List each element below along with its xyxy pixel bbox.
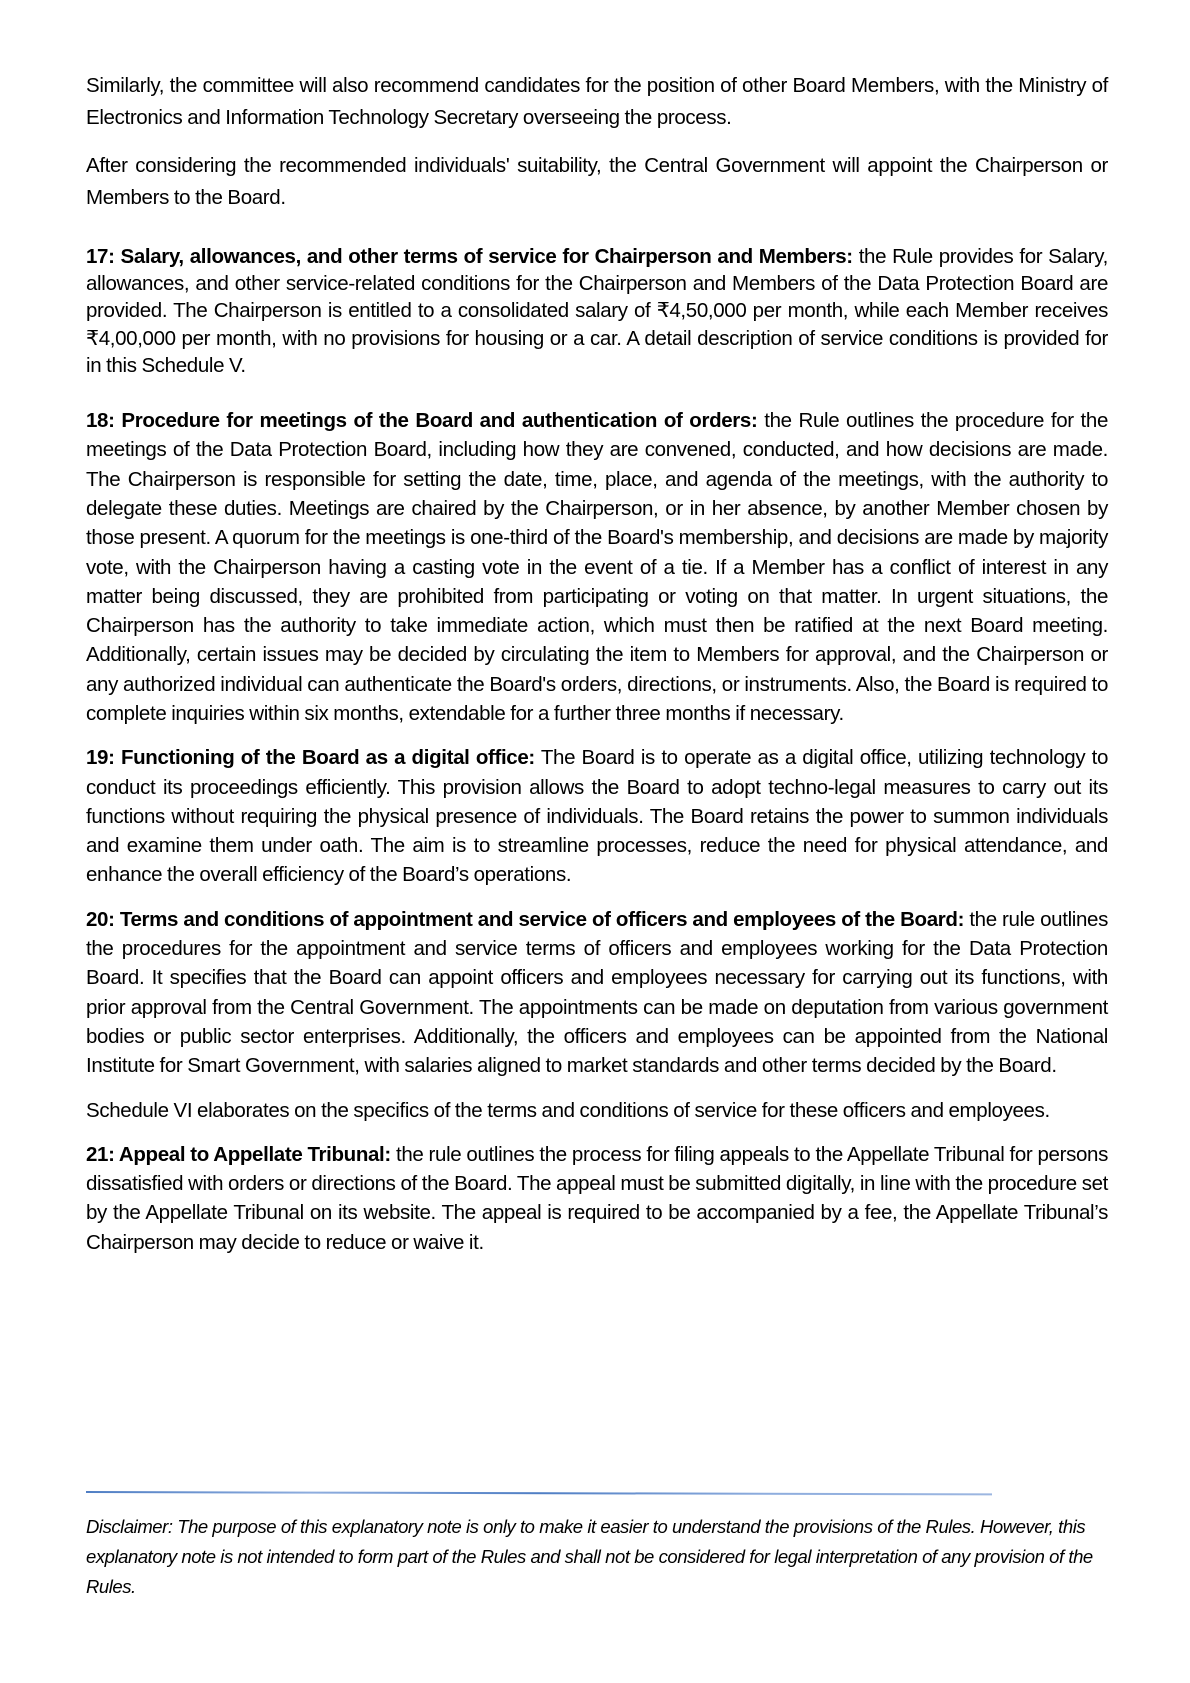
section-text: the Rule provides for Salary, allowances, and other service-related conditions for the Chairperson and Members of the Data Protection Board are provided. The Chairperson is entitled to a consolidated salary of ₹4,50,000 per month, while each Member receives ₹4,00,000 per month, with no provisions for housing or a car. A detail description of service conditions is provided for in this Schedule V. xyxy=(86,245,1109,377)
section-text: the Rule outlines the procedure for the meetings of the Data Protection Board, including how they are convened, conducted, and how decisions are made. The Chairperson is responsible for setting the date, time, place, and agenda of the meetings, with the authority to delegate these duties. Meetings are chaired by the Chairperson, or in her absence, by another Member chosen by those present. A quorum for the meetings is one-third of the Board's membership, and decisions are made by majority vote, with the Chairperson having a casting vote in the event of a tie. If a Member has a conflict of interest in any matter being discussed, they are prohibited from participating or voting on that matter. In urgent situations, the Chairperson has the authority to take immediate action, which must then be ratified at the next Board meeting. Additionally, certain issues may be decided by circulating the item to Members for approval, and the Chairperson or any authorized individual can authenticate the Board's orders, directions, or instruments. Also, the Board is required to complete inquiries within six months, extendable for a further three months if necessary. xyxy=(86,409,1108,725)
paragraph-text: Similarly, the committee will also recommend candidates for the position of other Board Members, with the Ministry of Electronics and Information Technology Secretary overseeing the process. xyxy=(86,74,1108,129)
paragraph-committee-members xyxy=(86,70,1108,133)
section-text: the rule outlines the procedures for the appointment and service terms of officers and employees working for the Data Protection Board. It specifies that the Board can appoint officers and employees necessary for carrying out its functions, with prior approval from the Central Government. The appointments can be made on deputation from various government bodies or public sector enterprises. Additionally, the officers and employees can be appointed from the National Institute for Smart Government, with salaries aligned to market standards and other terms decided by the Board. xyxy=(86,907,1108,1078)
section-17-salary xyxy=(86,243,1108,379)
section-20-officers-employees xyxy=(86,905,1108,1081)
section-19-digital-office xyxy=(86,743,1108,889)
section-text: the rule outlines the process for filing appeals to the Appellate Tribunal for persons dissatisfied with orders or directions of the Board. The appeal must be submitted digitally, in line with the procedure set by the Appellate Tribunal on its website. The appeal is required to be accompanied by a fee, the Appellate Tribunal’s Chairperson may decide to reduce or waive it. xyxy=(86,1142,1108,1254)
disclaimer-note: Disclaimer: The purpose of this explanatory note is only to make it easier to understand the provisions of the Rules. However, this explanatory note is not intended to form part of the Rules and shall not be considered for legal interpretation of any provision of the Rules. xyxy=(86,1516,1093,1597)
section-heading: 19: Functioning of the Board as a digital office: xyxy=(86,746,535,770)
section-text: The Board is to operate as a digital office, utilizing technology to conduct its proceedings efficiently. This provision allows the Board to adopt techno-legal measures to carry out its functions without requiring the physical presence of individuals. The Board retains the power to summon individuals and examine them under oath. The aim is to streamline processes, reduce the need for physical attendance, and enhance the overall efficiency of the Board’s operations. xyxy=(86,746,1108,887)
section-heading: 17: Salary, allowances, and other terms of service for Chairperson and Members: xyxy=(86,245,853,268)
paragraph-appointment xyxy=(86,150,1108,213)
section-21-appeal xyxy=(86,1140,1108,1257)
paragraph-text: After considering the recommended individuals' suitability, the Central Government will appoint the Chairperson or Members to the Board. xyxy=(86,154,1108,209)
paragraph-text: Schedule VI elaborates on the specifics of the terms and conditions of service for these officers and employees. xyxy=(86,1098,1050,1122)
section-heading: 21: Appeal to Appellate Tribunal: xyxy=(86,1142,391,1166)
paragraph-schedule-vi xyxy=(86,1096,1108,1125)
footnote-separator xyxy=(86,1491,992,1495)
section-heading: 18: Procedure for meetings of the Board and authentication of orders: xyxy=(86,409,758,433)
section-18-meetings xyxy=(86,406,1108,728)
section-heading: 20: Terms and conditions of appointment and service of officers and employees of the Board: xyxy=(86,907,965,931)
document-body xyxy=(86,70,1108,1257)
